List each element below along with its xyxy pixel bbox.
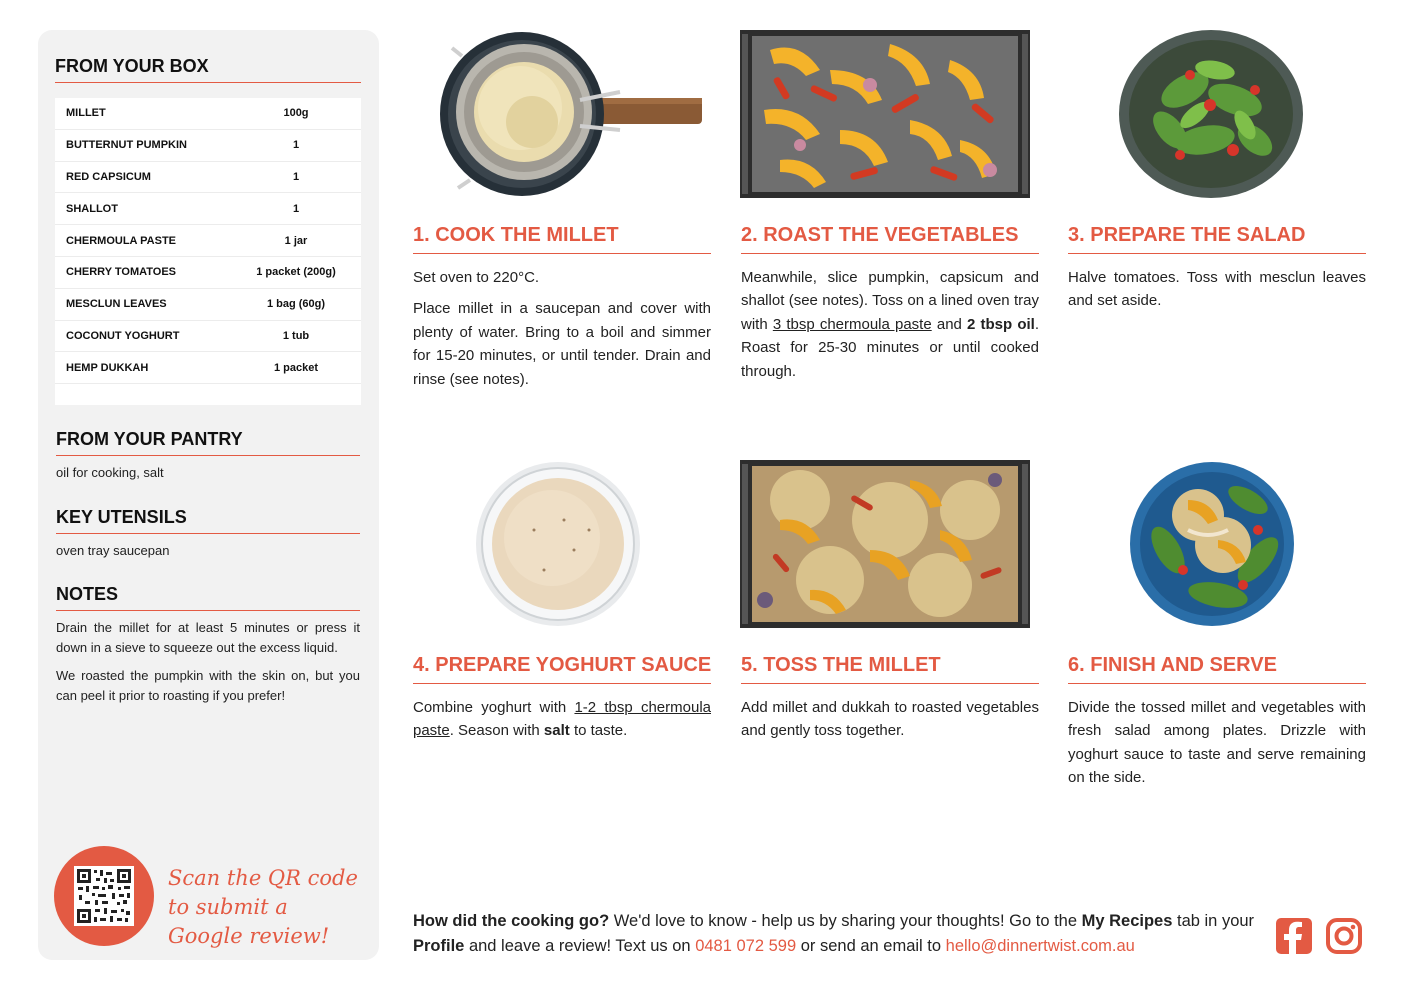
instagram-icon[interactable] <box>1325 917 1363 955</box>
step-5-paragraph: Add millet and dukkah to roasted vegetables and gently toss together. <box>741 699 1039 740</box>
step-5-title: 5. TOSS THE MILLET <box>741 654 1039 684</box>
millet-sieve-image <box>440 30 702 198</box>
toss-millet-image <box>740 460 1030 628</box>
step-4-text: Combine yoghurt with <box>413 699 575 716</box>
from-your-box-heading: FROM YOUR BOX <box>55 56 361 83</box>
ingredient-row <box>55 130 361 162</box>
step-6-body <box>1068 696 1366 798</box>
step-1-paragraph: Set oven to 220°C. <box>413 269 540 286</box>
ingredient-name: RED CAPSICUM <box>66 170 151 183</box>
ingredient-qty: 1 <box>292 170 300 183</box>
notes-heading: NOTES <box>56 584 360 611</box>
qr-code-icon[interactable] <box>74 866 134 926</box>
ingredients-table <box>55 98 361 405</box>
step-6-title: 6. FINISH AND SERVE <box>1068 654 1366 684</box>
footer-text: tab in your <box>1172 912 1255 930</box>
ingredient-row <box>55 98 361 130</box>
finished-plate-image <box>1128 460 1296 628</box>
roast-vegetables-image <box>740 30 1030 198</box>
footer-text: and leave a review! Text us on <box>464 937 696 955</box>
ingredient-name: COCONUT YOGHURT <box>66 329 180 342</box>
step-5-body <box>741 696 1039 751</box>
note-paragraph: We roasted the pumpkin with the skin on, but you can peel it prior to roasting if you prefer! <box>56 668 360 703</box>
footer-bold-text: Profile <box>413 937 465 955</box>
step-2-text: . Roast for 25-30 minutes or until cooked through. <box>741 315 1039 380</box>
step-1-paragraph: Place millet in a saucepan and cover with plenty of water. Bring to a boil and simmer for 15-20 minutes, or until tender. Drain and rinse (see notes). <box>413 300 711 388</box>
qr-review-prompt: Scan the QR code to submit a Google review! <box>168 866 358 948</box>
step-2-body <box>741 266 1039 391</box>
ingredient-row <box>55 162 361 194</box>
step-1-title: 1. COOK THE MILLET <box>413 224 711 254</box>
ingredient-qty: 1 tub <box>282 329 310 342</box>
ingredient-row <box>55 225 361 257</box>
ingredient-row <box>55 289 361 321</box>
ingredient-qty: 1 <box>292 202 300 215</box>
step-4-title: 4. PREPARE YOGHURT SAUCE <box>413 654 711 684</box>
ingredient-name: HEMP DUKKAH <box>66 361 149 374</box>
ingredient-name: CHERMOULA PASTE <box>66 234 176 247</box>
ingredient-name: CHERRY TOMATOES <box>66 266 177 279</box>
footer-bold-text: My Recipes <box>1081 912 1173 930</box>
phone-link[interactable]: 0481 072 599 <box>695 937 797 955</box>
facebook-icon[interactable] <box>1275 917 1313 955</box>
review-footer <box>413 909 1263 959</box>
step-2-text: Meanwhile, slice pumpkin, capsicum and shallot (see notes). Toss on a lined oven tray with <box>741 269 1039 333</box>
step-6-paragraph: Divide the tossed millet and vegetables with fresh salad among plates. Drizzle with yoghurt sauce to taste and serve remaining on the side. <box>1068 699 1366 787</box>
ingredient-name: MESCLUN LEAVES <box>66 298 167 311</box>
step-1-body <box>413 266 711 399</box>
step-3-body <box>1068 266 1366 321</box>
step-4-bold-text: salt <box>543 722 570 740</box>
step-3-paragraph: Halve tomatoes. Toss with mesclun leaves and set aside. <box>1068 269 1366 310</box>
ingredient-row <box>55 257 361 289</box>
utensils-text: oven tray saucepan <box>56 543 170 558</box>
step-2-underlined-text: 3 tbsp chermoula paste <box>772 315 932 333</box>
ingredient-qty: 1 jar <box>284 234 308 247</box>
pantry-text: oil for cooking, salt <box>56 465 164 480</box>
ingredients-sidebar <box>38 30 379 960</box>
ingredient-qty: 1 <box>292 139 300 152</box>
ingredient-qty: 100g <box>283 107 309 120</box>
step-2-title: 2. ROAST THE VEGETABLES <box>741 224 1039 254</box>
ingredient-row <box>55 193 361 225</box>
step-3-title: 3. PREPARE THE SALAD <box>1068 224 1366 254</box>
notes-body <box>56 618 360 714</box>
footer-text: We'd love to know - help us by sharing your thoughts! Go to the <box>609 912 1082 930</box>
salad-bowl-image <box>1115 30 1307 198</box>
step-4-text: . Season with <box>449 722 544 740</box>
email-link[interactable]: hello@dinnertwist.com.au <box>945 937 1135 955</box>
step-4-body <box>413 696 711 751</box>
footer-text: or send an email to <box>796 937 946 955</box>
ingredient-qty: 1 bag (60g) <box>266 298 326 311</box>
note-paragraph: Drain the millet for at least 5 minutes or press it down in a sieve to squeeze out the excess liquid. <box>56 620 360 655</box>
yoghurt-sauce-image <box>474 460 642 628</box>
step-2-text: and <box>931 315 968 333</box>
ingredient-name: BUTTERNUT PUMPKIN <box>66 139 187 152</box>
step-4-text: to taste. <box>569 722 628 740</box>
footer-bold-text: How did the cooking go? <box>413 912 610 930</box>
ingredient-row <box>55 352 361 384</box>
from-your-pantry-heading: FROM YOUR PANTRY <box>56 429 360 456</box>
ingredient-row <box>55 321 361 353</box>
step-4-underlined-text: 1-2 tbsp chermoula paste <box>413 699 711 740</box>
ingredient-qty: 1 packet <box>273 361 319 374</box>
qr-badge[interactable] <box>54 846 154 946</box>
ingredient-qty: 1 packet (200g) <box>256 266 336 279</box>
ingredient-name: SHALLOT <box>66 202 118 215</box>
step-2-bold-text: 2 tbsp oil <box>967 315 1035 333</box>
ingredient-name: MILLET <box>66 107 106 120</box>
key-utensils-heading: KEY UTENSILS <box>56 507 360 534</box>
